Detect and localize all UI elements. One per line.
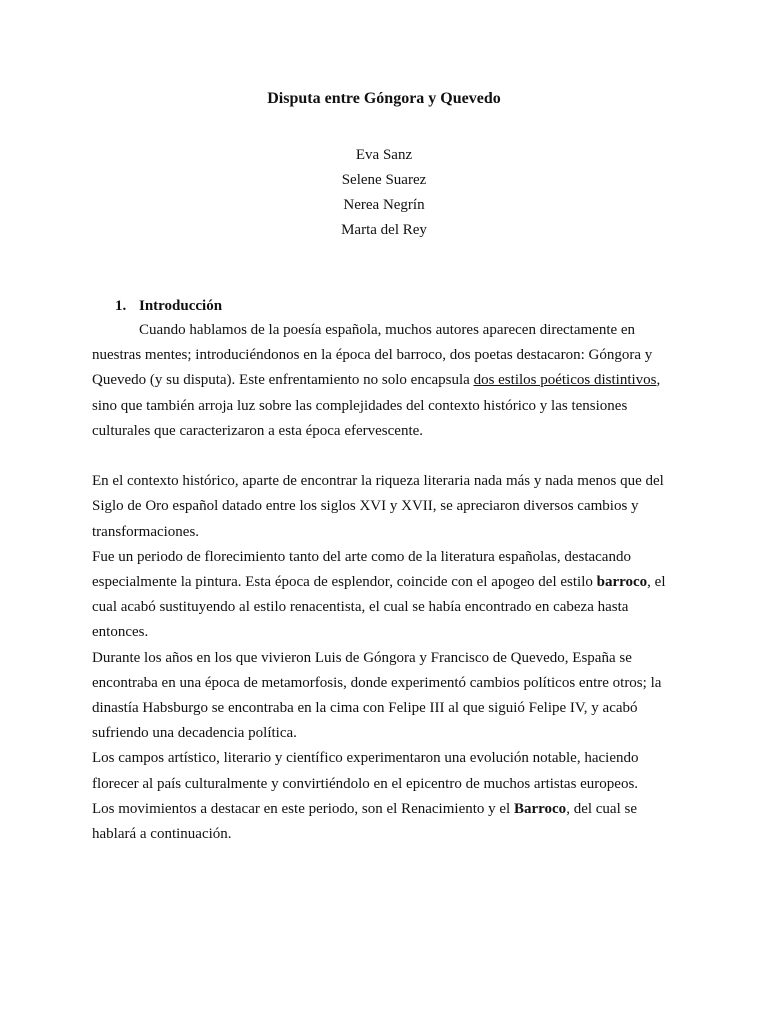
paragraph-text: , sino que también arroja luz sobre las complejidades del contexto histórico y las tensiones culturales que caracterizaron a esta época efervescente. <box>92 372 661 439</box>
author-name: Marta del Rey <box>341 222 427 238</box>
body-text <box>92 318 682 847</box>
author-name: Nerea Negrín <box>343 197 425 213</box>
author-list <box>0 143 768 243</box>
paragraph-context: En el contexto histórico, aparte de encontrar la riqueza literaria nada más y nada menos que del Siglo de Oro español datado entre los siglos XVI y XVII, se apreciaron diversos cambios y transformaciones. <box>92 473 664 540</box>
document-title: Disputa entre Góngora y Quevedo <box>267 90 501 107</box>
paragraph-metamorfosis: Durante los años en los que vivieron Luis de Góngora y Francisco de Quevedo, España se encontraba en una época de metamorfosis, donde experimentó cambios políticos entre otros; la dinastía Habsburgo se encontraba en la cima con Felipe III al que siguió Felipe IV, y acabó sufriendo una decadencia política. <box>92 649 662 742</box>
paragraph-spacer <box>92 444 682 469</box>
paragraph-text: Los movimientos a destacar en este periodo, son el Renacimiento y el <box>92 800 514 817</box>
paragraph-text: Cuando hablamos de la poesía española, muchos autores aparecen directamente en nuestras mentes; introduciéndonos en la época del barroco, dos poetas destacaron: Góngora y Quevedo (y su disputa). Este enfrentamiento no solo encapsula <box>92 322 653 389</box>
paragraph-movimientos <box>92 797 682 847</box>
paragraph-campos: Los campos artístico, literario y científico experimentaron una evolución notable, haciendo florecer al país culturalmente y convirtiéndolo en el epicentro de muchos artistas europeos. <box>92 750 639 792</box>
author-name: Selene Suarez <box>341 172 427 188</box>
author-name: Eva Sanz <box>355 147 413 163</box>
bold-term: barroco <box>596 574 648 591</box>
paragraph-text: Fue un periodo de florecimiento tanto del arte como de la literatura españolas, destacando especialmente la pintura. Esta época de esplendor, coincide con el apogeo del estilo <box>92 548 631 591</box>
paragraph-intro <box>92 318 682 444</box>
section-title: Introducción <box>139 298 223 314</box>
underlined-phrase: dos estilos poéticos distintivos <box>473 372 657 389</box>
paragraph-text: , el cual acabó sustituyendo al estilo renacentista, el cual se había encontrado en cabeza hasta entonces. <box>92 574 666 641</box>
section-heading <box>115 294 222 319</box>
paragraph-text: , del cual se hablará a continuación. <box>92 800 637 843</box>
bold-term: Barroco <box>513 800 567 817</box>
section-number: 1. <box>115 298 127 314</box>
paragraph-florecimiento <box>92 545 682 646</box>
